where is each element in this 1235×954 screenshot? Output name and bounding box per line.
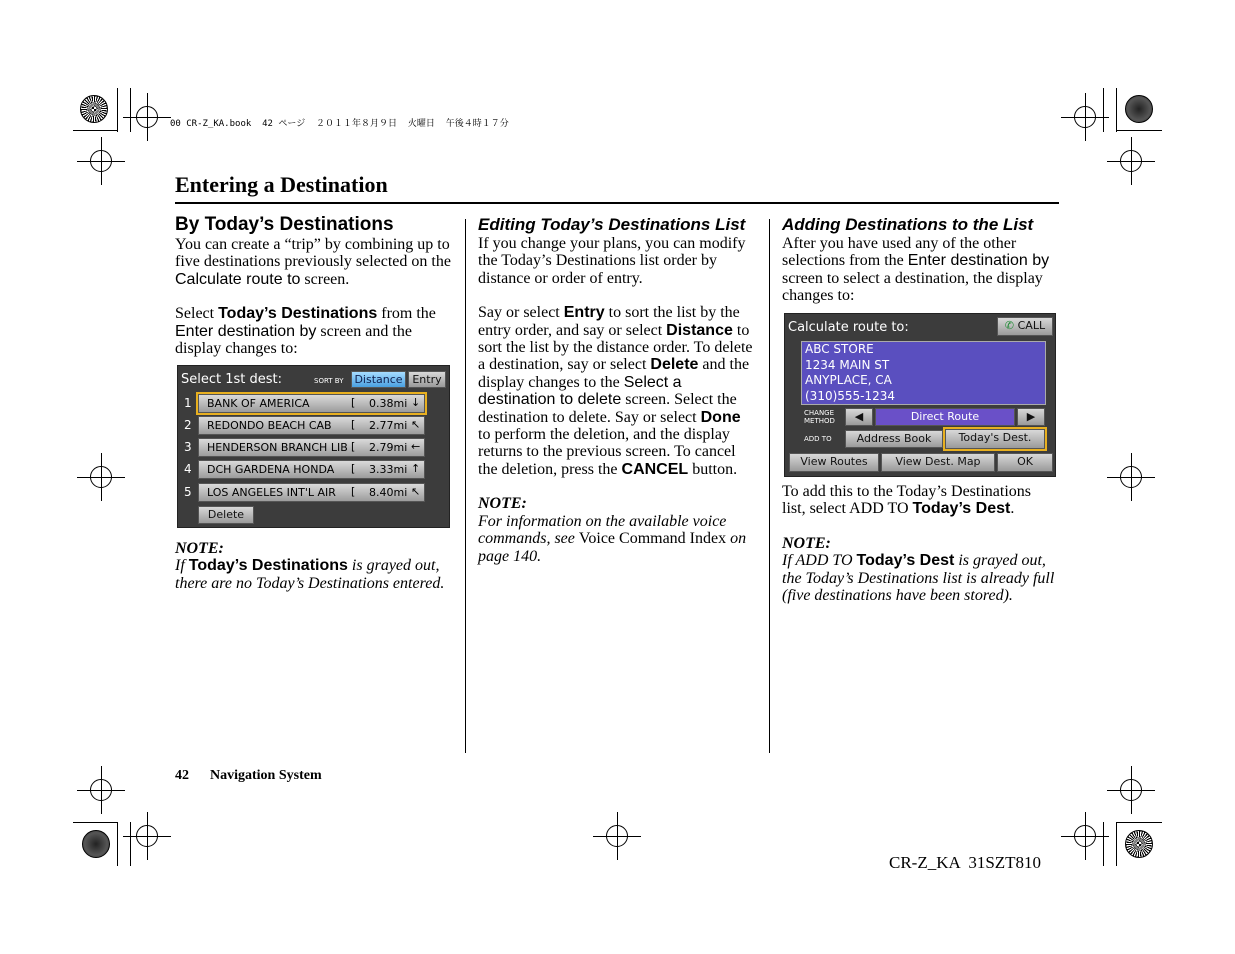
cross-reference-link[interactable]: Voice Command Index	[578, 530, 727, 548]
header-rule	[175, 202, 1059, 204]
section-heading: By Today’s Destinations	[175, 214, 394, 235]
dest-name: LOS ANGELES INT'L AIR	[207, 486, 336, 499]
registration-mark-icon	[136, 106, 158, 128]
ui-term: Done	[700, 408, 741, 426]
registration-mark-icon	[1120, 466, 1142, 488]
divider-glyph: [	[351, 418, 356, 431]
note-3	[782, 535, 1058, 605]
row-number: 2	[184, 418, 192, 432]
registration-disk-icon	[1125, 830, 1153, 858]
dest-distance: 3.33mi	[369, 463, 408, 476]
page-number: 42	[175, 768, 189, 783]
column-divider	[769, 219, 770, 753]
dest-distance: 0.38mi	[369, 397, 408, 410]
change-method-label: CHANGE METHOD	[804, 409, 835, 425]
dest-name: DCH GARDENA HONDA	[207, 463, 335, 476]
direction-arrow-icon: ↑	[411, 462, 421, 475]
registration-mark-icon	[1074, 825, 1096, 847]
registration-mark-icon	[136, 825, 158, 847]
note-label: NOTE:	[175, 540, 224, 557]
ui-term: CANCEL	[621, 460, 689, 478]
registration-mark-icon	[90, 779, 112, 801]
registration-mark-icon	[1074, 106, 1096, 128]
dest-row[interactable]	[198, 416, 425, 435]
dest-row[interactable]	[198, 460, 425, 479]
divider-glyph: [	[351, 485, 356, 498]
direction-arrow-icon: ←	[411, 440, 421, 453]
add-to-label: ADD TO	[804, 435, 832, 443]
calculate-route-screen	[784, 313, 1056, 477]
footer-section: Navigation System	[210, 768, 322, 783]
ui-term: Today’s Destinations	[188, 557, 348, 575]
dest-distance: 2.79mi	[369, 441, 408, 454]
column-2	[478, 214, 754, 565]
phone-icon: ✆	[1004, 319, 1015, 332]
page-header: Entering a Destination	[175, 172, 388, 197]
dest-name: HENDERSON BRANCH LIB	[207, 441, 348, 454]
paragraph: Say or select Entry to sort the list by the entry order, and say or select Distance to sort the list by the distance order. To delete a destination, say or select Delete and the display changes to the Select a destination to delete screen. Select the destination to delete. Say or select Done to perform the deletion, and the display returns to the previous screen. To cancel the deletion, press the CANCEL button.	[478, 304, 753, 478]
note-label: NOTE:	[478, 495, 527, 513]
crop-mark	[130, 822, 131, 866]
crop-mark	[117, 822, 118, 866]
crop-mark	[117, 88, 118, 132]
crop-mark	[73, 822, 118, 823]
column-3	[782, 214, 1058, 305]
address-box	[801, 341, 1046, 405]
section-heading: Adding Destinations to the List	[782, 215, 1034, 234]
column-divider	[465, 219, 466, 753]
note-text: If Today’s Destinations is grayed out, there are no Today’s Destinations entered.	[175, 557, 445, 592]
address-line: 1234 MAIN ST	[805, 357, 890, 372]
registration-mark-icon	[90, 150, 112, 172]
ui-term: Entry	[563, 304, 605, 322]
crop-mark	[1117, 130, 1162, 131]
direction-arrow-icon: ↖	[411, 485, 421, 498]
dest-row[interactable]	[198, 394, 425, 413]
paragraph: If you change your plans, you can modify the Today’s Destinations list order by distance or order of entry.	[478, 235, 746, 287]
row-number: 4	[184, 462, 192, 476]
ui-term: Today’s Destinations	[218, 305, 378, 323]
dest-name: BANK OF AMERICA	[207, 397, 310, 410]
view-routes-button[interactable]: View Routes	[789, 453, 879, 472]
document-code: CR-Z_KA 31SZT810	[889, 853, 1042, 872]
ui-term: Today’s Dest	[856, 552, 955, 570]
ui-term: Distance	[666, 321, 733, 339]
call-label: CALL	[1017, 319, 1046, 332]
crop-mark	[1116, 88, 1117, 132]
sort-by-label: SORT BY	[314, 377, 344, 385]
row-number: 5	[184, 485, 192, 499]
ui-term: Delete	[650, 356, 699, 374]
note-1	[175, 540, 455, 592]
paragraph: After you have used any of the other selections from the Enter destination by screen to select a destination, the display changes to:	[782, 235, 1050, 305]
crop-mark	[1103, 88, 1104, 132]
crop-mark	[1103, 822, 1104, 866]
method-next-button[interactable]: ▶	[1017, 408, 1045, 426]
ui-term: Calculate route to	[175, 270, 301, 288]
direction-arrow-icon: ↖	[411, 418, 421, 431]
note-label: NOTE:	[782, 534, 831, 552]
column-1	[175, 214, 455, 357]
address-line: (310)555-1234	[805, 388, 896, 403]
registration-mark-icon	[1120, 150, 1142, 172]
paragraph: You can create a “trip” by combining up to five destinations previously selected on the Calculate route to screen.	[175, 236, 451, 288]
divider-glyph: [	[351, 462, 356, 475]
sort-entry-button[interactable]: Entry	[408, 371, 446, 388]
dest-name: REDONDO BEACH CAB	[207, 419, 332, 432]
registration-disk-icon	[80, 95, 108, 123]
direct-route-button[interactable]: Direct Route	[875, 408, 1015, 426]
screen-title: Select 1st dest:	[181, 372, 283, 387]
todays-dest-button[interactable]: Today's Dest.	[945, 429, 1045, 449]
dest-row[interactable]	[198, 483, 425, 502]
dest-row[interactable]	[198, 438, 425, 457]
crop-mark	[1116, 822, 1117, 866]
select-dest-screen	[177, 365, 450, 528]
registration-disk-icon	[82, 830, 110, 858]
section-heading: Editing Today’s Destinations List	[478, 215, 746, 234]
registration-mark-icon	[90, 466, 112, 488]
sort-distance-button[interactable]: Distance	[351, 371, 406, 388]
ok-button[interactable]: OK	[997, 453, 1053, 472]
divider-glyph: [	[351, 396, 356, 409]
paragraph: To add this to the Today’s Destinations list, select ADD TO Today’s Dest.	[782, 483, 1031, 518]
column-3-lower	[782, 483, 1058, 604]
ui-term: Enter destination by	[175, 322, 317, 340]
dest-distance: 2.77mi	[369, 419, 408, 432]
print-meta-line: 00 CR-Z_KA.book 42 ページ ２０１１年８月９日 火曜日 午後４時１７分	[170, 119, 509, 129]
ui-term: Today’s Dest	[912, 500, 1011, 518]
method-prev-button[interactable]: ◀	[845, 408, 873, 426]
dest-distance: 8.40mi	[369, 486, 408, 499]
view-dest-map-button[interactable]: View Dest. Map	[881, 453, 995, 472]
registration-mark-icon	[606, 825, 628, 847]
divider-glyph: [	[351, 440, 356, 453]
paragraph: Select Today’s Destinations from the Enter destination by screen and the display changes to:	[175, 305, 436, 358]
ui-term: Select a destination to delete	[478, 373, 682, 409]
delete-button[interactable]: Delete	[198, 506, 254, 524]
ui-term: Enter destination by	[907, 252, 1050, 270]
row-number: 3	[184, 440, 192, 454]
row-number: 1	[184, 396, 192, 410]
address-line: ANYPLACE, CA	[805, 373, 892, 387]
registration-disk-icon	[1125, 95, 1153, 123]
crop-mark	[1117, 822, 1162, 823]
screen-title: Calculate route to:	[788, 320, 909, 335]
note-text: For information on the available voice commands, see Voice Command Index on page 140.	[478, 512, 747, 565]
note-text: If ADD TO Today’s Dest is grayed out, the Today’s Destinations list is already full (five destinations have been stored).	[782, 552, 1055, 605]
crop-mark	[73, 130, 118, 131]
address-book-button[interactable]: Address Book	[845, 430, 943, 448]
note-2	[478, 495, 754, 565]
registration-mark-icon	[1120, 779, 1142, 801]
call-button[interactable]	[997, 317, 1053, 336]
crop-mark	[130, 88, 131, 132]
address-line: ABC STORE	[805, 342, 874, 356]
direction-arrow-icon: ↓	[411, 396, 421, 409]
